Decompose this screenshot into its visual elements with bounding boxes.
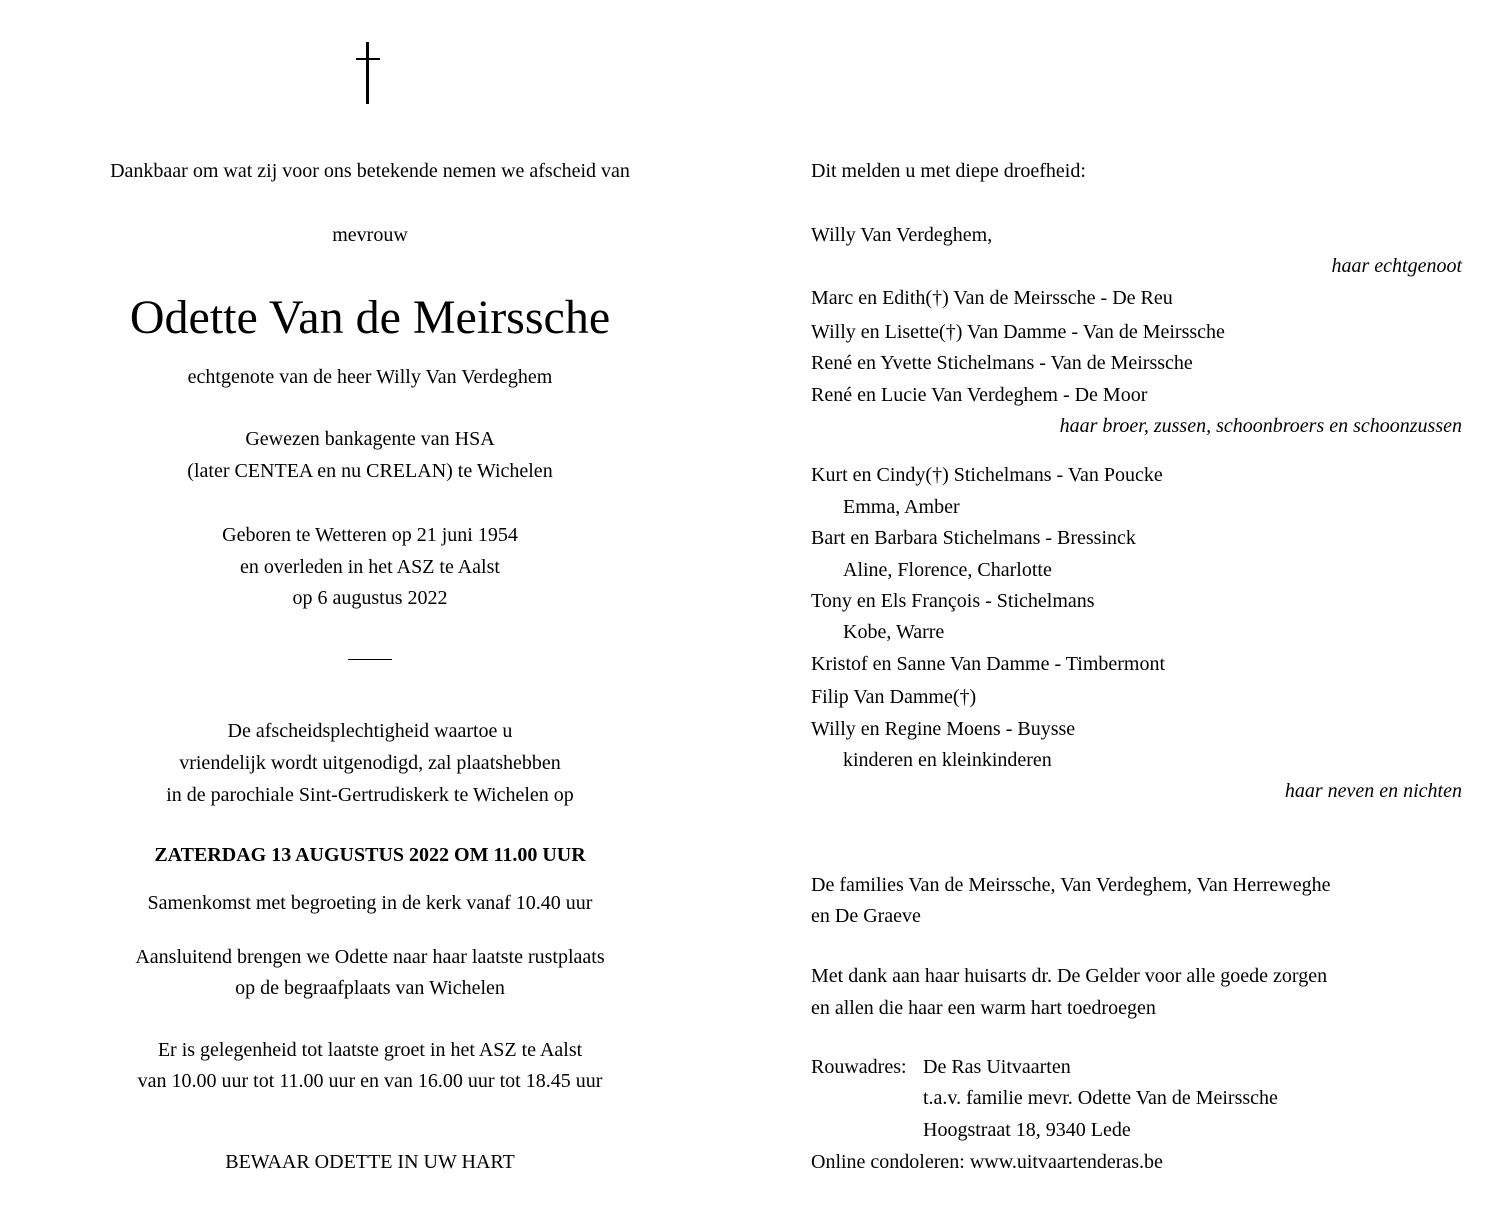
- cross-icon-bar: [356, 58, 380, 60]
- nephew-line: Kurt en Cindy(†) Stichelmans - Van Poucke: [811, 464, 1163, 486]
- death-date-line: op 6 augustus 2022: [292, 587, 448, 609]
- ceremony-date: ZATERDAG 13 AUGUSTUS 2022 OM 11.00 UUR: [154, 844, 586, 866]
- job-line-1: Gewezen bankagente van HSA: [245, 428, 495, 450]
- nephews-role: haar neven en nichten: [1284, 780, 1462, 802]
- nephew-children: Aline, Florence, Charlotte: [843, 559, 1052, 581]
- address-label: Rouwadres:: [811, 1056, 907, 1078]
- birth-line: Geboren te Wetteren op 21 juni 1954: [222, 524, 518, 546]
- gathering-text: Samenkomst met begroeting in de kerk vanaf 10.40 uur: [147, 892, 593, 914]
- siblings-role: haar broer, zussen, schoonbroers en schoonzussen: [1059, 415, 1462, 437]
- nephew-children: kinderen en kleinkinderen: [843, 749, 1052, 771]
- nephew-children: Kobe, Warre: [843, 621, 945, 643]
- deceased-name: Odette Van de Meirssche: [129, 291, 611, 344]
- address-line-3: Hoogstraat 18, 9340 Lede: [923, 1119, 1131, 1141]
- cross-icon: [366, 42, 369, 104]
- spouse-line: echtgenote van de heer Willy Van Verdeghem: [187, 366, 553, 388]
- thanks-line-1: Met dank aan haar huisarts dr. De Gelder voor alle goede zorgen: [811, 965, 1328, 987]
- husband-name: Willy Van Verdeghem,: [811, 224, 993, 246]
- intro-text: Dankbaar om wat zij voor ons betekende nemen we afscheid van: [110, 160, 630, 182]
- sibling-2: Willy en Lisette(†) Van Damme - Van de Meirssche: [811, 321, 1225, 343]
- nephew-line: Filip Van Damme(†): [811, 686, 977, 708]
- online-condolence: Online condoleren: www.uitvaartenderas.be: [811, 1151, 1163, 1173]
- nephew-children: Emma, Amber: [843, 496, 960, 518]
- thanks-line-2: en allen die haar een warm hart toedroegen: [811, 997, 1156, 1019]
- divider: [348, 659, 392, 660]
- title-prefix: mevrouw: [332, 224, 408, 246]
- job-line-2: (later CENTEA en nu CRELAN) te Wichelen: [187, 460, 553, 482]
- ceremony-invite-1: De afscheidsplechtigheid waartoe u: [227, 720, 513, 742]
- husband-role: haar echtgenoot: [1331, 255, 1462, 277]
- sibling-3: René en Yvette Stichelmans - Van de Meirssche: [811, 352, 1193, 374]
- viewing-line-2: van 10.00 uur tot 11.00 uur en van 16.00 uur tot 18.45 uur: [137, 1070, 603, 1092]
- ceremony-invite-3: in de parochiale Sint-Gertrudiskerk te Wichelen op: [166, 784, 574, 806]
- death-line: en overleden in het ASZ te Aalst: [240, 556, 500, 578]
- families-line-1: De families Van de Meirssche, Van Verdeghem, Van Herreweghe: [811, 874, 1331, 896]
- sibling-1: Marc en Edith(†) Van de Meirssche - De Reu: [811, 287, 1173, 309]
- nephew-line: Tony en Els François - Stichelmans: [811, 590, 1095, 612]
- burial-line-1: Aansluitend brengen we Odette naar haar laatste rustplaats: [135, 946, 605, 968]
- sibling-4: René en Lucie Van Verdeghem - De Moor: [811, 384, 1148, 406]
- nephew-line: Kristof en Sanne Van Damme - Timbermont: [811, 653, 1166, 675]
- announcement: Dit melden u met diepe droefheid:: [811, 160, 1086, 182]
- nephew-line: Willy en Regine Moens - Buysse: [811, 718, 1076, 740]
- viewing-line-1: Er is gelegenheid tot laatste groet in het ASZ te Aalst: [157, 1039, 583, 1061]
- burial-line-2: op de begraafplaats van Wichelen: [235, 977, 505, 999]
- closing-text: BEWAAR ODETTE IN UW HART: [225, 1151, 515, 1173]
- families-line-2: en De Graeve: [811, 905, 921, 927]
- nephew-line: Bart en Barbara Stichelmans - Bressinck: [811, 527, 1136, 549]
- ceremony-invite-2: vriendelijk wordt uitgenodigd, zal plaatshebben: [179, 752, 561, 774]
- address-line-2: t.a.v. familie mevr. Odette Van de Meirssche: [923, 1087, 1278, 1109]
- address-line-1: De Ras Uitvaarten: [923, 1056, 1071, 1078]
